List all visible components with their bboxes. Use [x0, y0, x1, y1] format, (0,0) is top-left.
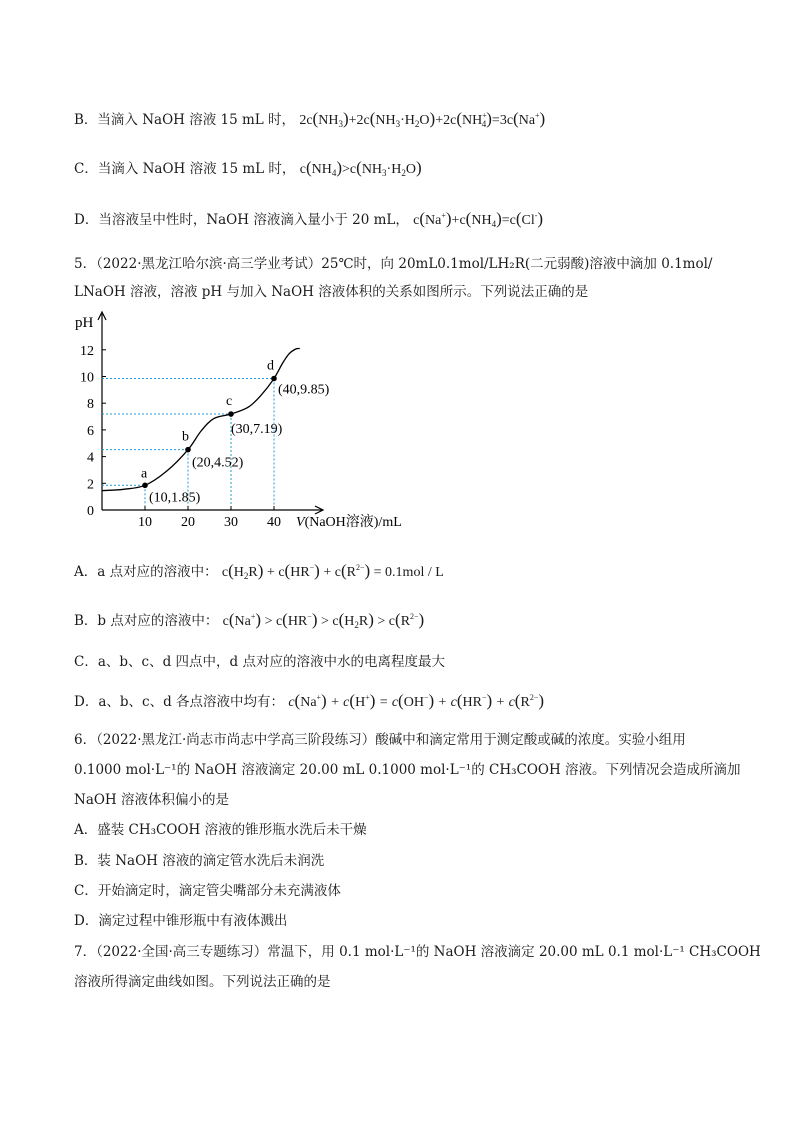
q4-option-c — [74, 158, 422, 183]
q5-option-b-label: B．b 点对应的溶液中： — [74, 613, 219, 629]
q5-option-a — [74, 558, 444, 586]
chart-points — [141, 359, 330, 506]
q5-option-a-label: A．a 点对应的溶液中： — [74, 564, 218, 580]
point-b — [185, 447, 191, 453]
x-tick-label: 40 — [267, 515, 281, 530]
q6-option-d: D．滴定过程中锥形瓶中有液体溅出 — [74, 913, 288, 929]
q5-option-c: C．a、b、c、d 四点中，d 点对应的溶液中水的电离程度最大 — [74, 654, 445, 670]
y-tick-label: 4 — [87, 450, 94, 466]
q5-option-a-formula: $c(H_2R) + c(HR^-) + c(R^{2-}) = 0.1mol / L$ — [221, 561, 444, 581]
y-tick-label: 10 — [80, 370, 94, 386]
point-c — [228, 411, 234, 417]
q6-option-b: B．装 NaOH 溶液的滴定管水洗后未润洗 — [74, 853, 325, 869]
q4-option-b — [74, 106, 545, 134]
y-tick-label: 8 — [87, 397, 94, 413]
x-tick-label: 10 — [138, 515, 152, 530]
q4-option-b-formula: $2c(NH_3)+2c(NH_3\cdot H_2O)+2c(NH^+_4)=3c(Na^+)$ — [299, 109, 546, 129]
q6-stem-line1: 6．（2022·黑龙江·尚志市尚志中学高三阶段练习）酸碱中和滴定常用于测定酸或碱的浓度。实验小组用 — [74, 732, 686, 748]
point-a — [142, 483, 148, 489]
q6-option-a: A．盛装 CH₃COOH 溶液的锥形瓶水洗后未干燥 — [74, 822, 367, 838]
q4-option-d-formula: $c(Na^+)+c(NH_4)=c(Cl^-)$ — [413, 209, 544, 229]
q5-option-b-formula: $c(Na^+) > c(HR^-) > c(H_2R) > c(R^{2-})$ — [222, 610, 425, 630]
point-label-d: (40,9.85) — [278, 382, 330, 398]
q6-stem-line3: NaOH 溶液体积偏小的是 — [74, 792, 229, 808]
x-tick-label: 20 — [181, 515, 195, 530]
q5-option-d — [74, 688, 544, 713]
point-label-b: (20,4.52) — [192, 455, 244, 471]
y-tick-label: 2 — [87, 477, 94, 493]
point-label-c: (30,7.19) — [231, 422, 283, 438]
point-name-c: c — [226, 394, 233, 410]
y-tick-label: 12 — [80, 343, 94, 359]
q4-option-d-label: D．当溶液呈中性时，NaOH 溶液滴入量小于 20 mL， — [74, 212, 409, 228]
point-name-d: d — [267, 358, 274, 374]
q7-stem-line2: 溶液所得滴定曲线如图。下列说法正确的是 — [74, 974, 331, 990]
point-d — [271, 376, 277, 382]
y-tick-label: 0 — [87, 504, 94, 519]
q5-option-d-label: D．a、b、c、d 各点溶液中均有： — [74, 694, 285, 710]
q4-option-d — [74, 206, 543, 234]
q5-stem-line2: LNaOH 溶液，溶液 pH 与加入 NaOH 溶液体积的关系如图所示。下列说法正确的是 — [74, 284, 589, 300]
y-tick-label: 6 — [87, 423, 94, 439]
q7-stem-line1: 7．（2022·全国·高三专题练习）常温下，用 0.1 mol·L⁻¹的 NaOH 溶液滴定 20.00 mL 0.1 mol·L⁻¹ CH₃COOH — [74, 944, 761, 960]
q4-option-c-formula: $c(NH_4)>c(NH_3\cdot H_2O)$ — [299, 158, 422, 178]
point-name-a: a — [141, 466, 148, 482]
q5-option-b — [74, 607, 424, 635]
q5-option-d-formula: $c(Na^+) + c(H^+) = c(OH^-) + c(HR^-) + c(R^{2-})$ — [288, 691, 544, 710]
q4-option-b-label: B．当滴入 NaOH 溶液 15 mL 时， — [74, 112, 296, 128]
point-name-b: b — [182, 429, 189, 445]
y-axis-label: pH — [75, 315, 94, 331]
x-axis-label: V(NaOH溶液)/mL — [296, 515, 402, 530]
q5-stem-line1: 5．（2022·黑龙江哈尔滨·高三学业考试）25℃时，向 20mL0.1mol/LH₂R(二元弱酸)溶液中滴加 0.1mol/ — [74, 256, 713, 272]
q6-stem-line2: 0.1000 mol·L⁻¹的 NaOH 溶液滴定 20.00 mL 0.1000 mol·L⁻¹的 CH₃COOH 溶液。下列情况会造成所滴加 — [74, 762, 741, 778]
x-tick-label: 30 — [224, 515, 238, 530]
point-label-a: (10,1.85) — [149, 490, 201, 506]
chart-axes — [75, 312, 402, 530]
titration-chart — [70, 308, 440, 533]
q4-option-c-label: C．当滴入 NaOH 溶液 15 mL 时， — [74, 161, 296, 177]
q6-option-c: C．开始滴定时，滴定管尖嘴部分未充满液体 — [74, 883, 341, 899]
